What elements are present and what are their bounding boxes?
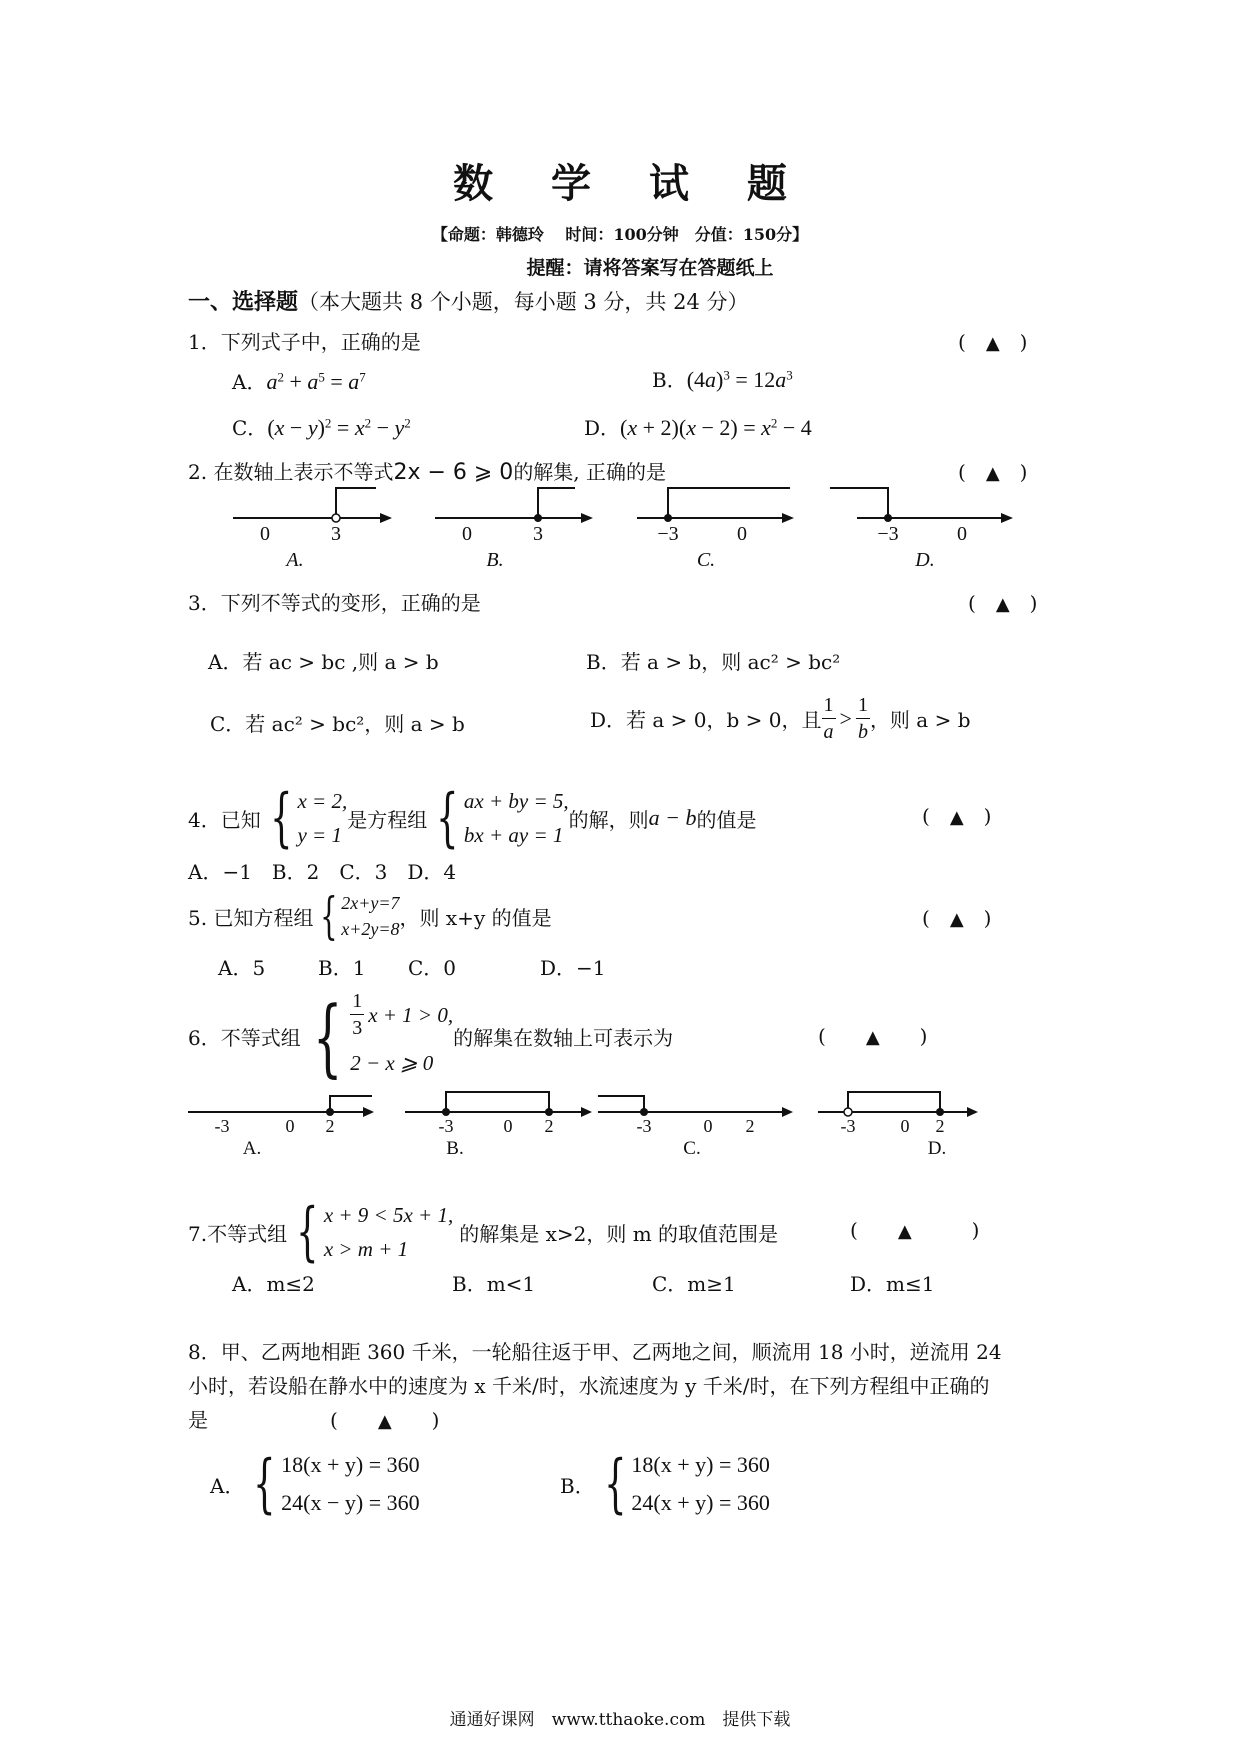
svg-text:-3: -3	[438, 1116, 454, 1136]
exam-meta: 【命题：韩德玲 时间：100分钟 分值：150分】	[431, 225, 809, 244]
q1-stem: 1．下列式子中，正确的是	[188, 330, 421, 354]
closed-dot-b-left	[442, 1108, 450, 1116]
q5-option-a: A．5	[218, 956, 266, 980]
closed-dot-c	[664, 514, 672, 522]
section-desc: （本大题共 8 个小题，每小题 3 分，共 24 分）	[298, 290, 749, 314]
arrow-d	[967, 1107, 978, 1117]
solution-ray-d	[830, 488, 888, 518]
closed-dot-b	[534, 514, 542, 522]
svg-text:2: 2	[544, 1116, 554, 1136]
q5-option-c: C．0	[408, 956, 457, 980]
solution-ray-a	[336, 488, 376, 518]
q5-equation-system: { 2x+y=7 x+2y=8	[320, 887, 400, 945]
q6-inequality-system: { $\frac{1}{3}$ x + 1 > 0, 2 − x ⩾ 0	[312, 987, 454, 1086]
section-name: 一、选择题	[188, 289, 299, 315]
q8-line-2: 小时，若设船在静水中的速度为 x 千米/时，水流速度为 y 千米/时，在下列方程组中正确的	[188, 1374, 990, 1398]
q3-option-a: A．若 ac > bc ,则 a > b	[208, 650, 439, 674]
svg-text:-3: -3	[214, 1116, 230, 1136]
q3-stem: 3．下列不等式的变形，正确的是	[188, 591, 481, 615]
q6-label-a: A.	[242, 1138, 262, 1159]
closed-dot-a	[326, 1108, 334, 1116]
q2-inequality: 2x − 6 ⩾ 0	[393, 460, 514, 485]
q8-line-3: 是	[188, 1408, 208, 1432]
q8-line-1: 8．甲、乙两地相距 360 千米，一轮船往返于甲、乙两地之间，顺流用 18 小时，逆流用 24	[188, 1340, 1002, 1364]
reminder: 提醒：请将答案写在答题纸上	[526, 257, 774, 279]
closed-dot-d	[884, 514, 892, 522]
svg-text:2: 2	[935, 1116, 945, 1136]
q6-label-b: B.	[446, 1138, 464, 1159]
solution-ray-c	[598, 1096, 644, 1112]
q2-label-d: D.	[915, 549, 935, 570]
q6-label-d: D.	[927, 1138, 947, 1159]
q1-option-c: C．$(x - y)^2 = x^2 - y^2$	[232, 415, 411, 440]
q7-option-a: A．m≤2	[232, 1272, 315, 1296]
q2-label-b: B.	[486, 549, 504, 570]
solution-ray-b	[538, 488, 575, 518]
solution-segment-b	[446, 1092, 549, 1112]
svg-text:0: 0	[900, 1116, 910, 1136]
q3-option-d: D．若 a > 0，b > 0，且 $\frac{1}{a}$ > $\frac{1}{b}$ ，则 a > b	[590, 694, 971, 743]
q7-stem: 7.不等式组 { x + 9 < 5x + 1, x > m + 1 的解集是 x>2，则 m 的取值范围是	[188, 1195, 779, 1269]
svg-text:0: 0	[285, 1116, 295, 1136]
tick-label: 3	[331, 523, 341, 545]
q3-option-b: B．若 a > b，则 ac² > bc²	[586, 650, 841, 674]
svg-text:-3: -3	[840, 1116, 856, 1136]
fraction-1-over-b: $\frac{1}{b}$	[857, 694, 868, 743]
tick-label: 0	[462, 523, 472, 545]
svg-text:-3: -3	[636, 1116, 652, 1136]
q1-option-b: B．$(4a)^3 = 12a^3$	[652, 367, 793, 392]
q8-answer-slot: ( ▲ )	[330, 1408, 440, 1432]
solution-ray-c	[668, 488, 790, 518]
q3-answer-slot: ( ▲ )	[968, 591, 1038, 615]
q7-answer-slot: ( ▲ )	[850, 1218, 980, 1242]
tick-label: −3	[657, 523, 679, 545]
q5-option-d: D．−1	[540, 956, 606, 980]
fraction-1-over-a: $\frac{1}{a}$	[823, 694, 834, 743]
q6-stem: 6．不等式组 { $\frac{1}{3}$ x + 1 > 0, 2 − x ⩾ 0 的解集在数轴上可表示为	[188, 987, 674, 1086]
q5-option-b: B．1	[318, 956, 366, 980]
solution-segment-d	[848, 1092, 940, 1112]
arrow-b	[581, 1107, 592, 1117]
arrow-c	[782, 1107, 793, 1117]
q4-stem: 4．已知 { x = 2, y = 1 是方程组 { ax + by = 5, bx + ay = 1 的解，则 a − b 的值是	[188, 781, 757, 855]
page-title: 数 学 试 题	[453, 160, 809, 207]
q1-answer-slot: ( ▲ )	[958, 330, 1028, 354]
q2-number-lines	[0, 470, 1240, 570]
q3-option-c: C．若 ac² > bc²，则 a > b	[210, 712, 465, 736]
q5-answer-slot: ( ▲ )	[922, 906, 992, 930]
arrow-a	[363, 1107, 374, 1117]
svg-text:0: 0	[503, 1116, 513, 1136]
q4-options: A．−1 B．2 C．3 D．4	[188, 860, 457, 884]
arrow-a	[380, 513, 392, 523]
q2-label-a: A.	[286, 549, 304, 570]
q8-option-a: A． { 18(x + y) = 360 24(x − y) = 360	[210, 1447, 420, 1521]
svg-text:0: 0	[703, 1116, 713, 1136]
q4-solution-system: { x = 2, y = 1	[269, 781, 348, 855]
svg-text:2: 2	[325, 1116, 335, 1136]
closed-dot-d	[936, 1108, 944, 1116]
q5-stem: 5. 已知方程组 { 2x+y=7 x+2y=8 ，则 x+y 的值是	[188, 887, 552, 945]
tick-label: 0	[957, 523, 967, 545]
closed-dot-c	[640, 1108, 648, 1116]
svg-text:2: 2	[745, 1116, 755, 1136]
q7-option-d: D．m≤1	[850, 1272, 935, 1296]
answer-mark: ▲	[985, 333, 1000, 354]
q7-option-c: C．m≥1	[652, 1272, 736, 1296]
footer-credit: 通通好课网 www.tthaoke.com 提供下载	[449, 1710, 791, 1730]
q6-answer-slot: ( ▲ )	[818, 1024, 928, 1048]
tick-label: 0	[737, 523, 747, 545]
q6-label-c: C.	[683, 1138, 701, 1159]
q2-stem: 2. 在数轴上表示不等式2x − 6 ⩾ 0的解集, 正确的是	[188, 460, 667, 485]
q4-answer-slot: ( ▲ )	[922, 804, 992, 828]
q7-option-b: B．m<1	[452, 1272, 536, 1296]
section-heading	[188, 285, 749, 316]
tick-label: 3	[533, 523, 543, 545]
tick-label: 0	[260, 523, 270, 545]
tick-label: −3	[877, 523, 899, 545]
arrow-c	[782, 513, 794, 523]
q1-option-a: A．$a^2 + a^5 = a^7$	[232, 369, 366, 394]
open-dot-d	[844, 1108, 852, 1116]
arrow-b	[581, 513, 593, 523]
q2-label-c: C.	[696, 549, 716, 570]
closed-dot-b-right	[545, 1108, 553, 1116]
open-dot-a	[332, 514, 340, 522]
arrow-d	[1001, 513, 1013, 523]
q6-number-lines	[0, 1080, 1240, 1160]
q8-option-b: B． { 18(x + y) = 360 24(x + y) = 360	[560, 1447, 770, 1521]
q4-equation-system: { ax + by = 5, bx + ay = 1	[436, 781, 569, 855]
q1-option-d: D．$(x + 2)(x - 2) = x^2 - 4$	[584, 415, 812, 440]
q2-answer-slot: ( ▲ )	[958, 460, 1028, 484]
q7-inequality-system: { x + 9 < 5x + 1, x > m + 1	[296, 1195, 454, 1269]
